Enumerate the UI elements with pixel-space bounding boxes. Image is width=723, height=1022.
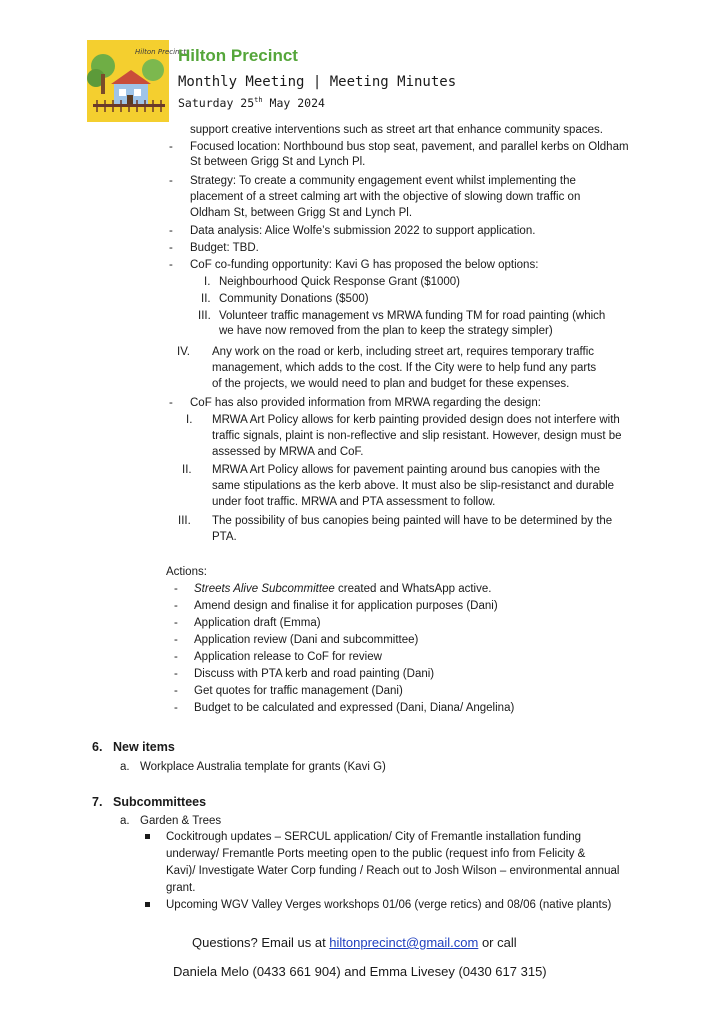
roman-numeral: II.: [201, 293, 211, 305]
action-item: Application draft (Emma): [194, 617, 321, 629]
bullet-item-continued: Kavi)/ Investigate Water Corp funding / Reach out to Josh Wilson – environmental annual: [166, 865, 620, 877]
mrwa-item-continued: traffic signals, plaint is non-reflective and slip resistant. However, design must be: [212, 430, 622, 442]
list-item: Strategy: To create a community engagement event whilst implementing the: [190, 175, 576, 187]
mrwa-item: MRWA Art Policy allows for pavement painting around bus canopies with the: [212, 464, 601, 476]
meeting-date: Saturday 25th May 2024: [178, 96, 325, 110]
list-item-continued: St between Grigg St and Lynch Pl.: [190, 156, 366, 168]
action-item: Application release to CoF for review: [194, 651, 382, 663]
roman-numeral: I.: [186, 414, 193, 426]
sub-letter: a.: [120, 815, 130, 827]
footer-contact-line: Questions? Email us at hiltonprecinct@gmail.com or call: [192, 935, 517, 950]
option-item-continued: of the projects, we would need to plan and budget for these expenses.: [212, 378, 570, 390]
hilton-precinct-logo: [87, 40, 187, 122]
bullet-item-continued: underway/ Fremantle Ports meeting open to the public (request info from Felicity &: [166, 848, 586, 860]
dash-bullet: -: [169, 259, 173, 271]
roman-numeral: III.: [198, 310, 211, 322]
list-item: Data analysis: Alice Wolfe’s submission 2022 to support application.: [190, 225, 536, 237]
bullet-item: Upcoming WGV Valley Verges workshops 01/06 (verge retics) and 08/06 (native plants): [166, 899, 612, 911]
action-item: Streets Alive Subcommittee created and WhatsApp active.: [194, 583, 492, 595]
list-item: CoF co-funding opportunity: Kavi G has proposed the below options:: [190, 259, 539, 271]
option-item: Neighbourhood Quick Response Grant ($1000): [219, 276, 461, 288]
actions-heading: Actions:: [166, 566, 207, 578]
dash-bullet: -: [174, 668, 178, 680]
header-subtitle: Monthly Meeting | Meeting Minutes: [178, 74, 457, 90]
sub-item: Garden & Trees: [140, 815, 222, 827]
square-bullet-icon: [145, 834, 150, 839]
dash-bullet: -: [174, 583, 178, 595]
action-item: Budget to be calculated and expressed (Dani, Diana/ Angelina): [194, 702, 515, 714]
mrwa-item-continued: PTA.: [212, 531, 237, 543]
dash-bullet: -: [174, 600, 178, 612]
action-item: Discuss with PTA kerb and road painting (Dani): [194, 668, 435, 680]
list-item: Budget: TBD.: [190, 242, 259, 254]
roman-numeral: IV.: [177, 346, 191, 358]
list-item: Focused location: Northbound bus stop seat, pavement, and parallel kerbs on Oldham: [190, 141, 629, 153]
roman-numeral: I.: [204, 276, 211, 288]
roman-numeral: III.: [178, 515, 191, 527]
svg-text:Hilton Precinct: Hilton Precinct: [135, 48, 187, 56]
continued-text: support creative interventions such as street art that enhance community spaces.: [190, 124, 603, 136]
option-item-continued: we have now removed from the plan to keep the strategy simpler): [219, 325, 553, 337]
dash-bullet: -: [169, 225, 173, 237]
mrwa-item: MRWA Art Policy allows for kerb painting provided design does not interfere with: [212, 414, 620, 426]
dash-bullet: -: [174, 702, 178, 714]
section-title-subcommittees: Subcommittees: [113, 795, 207, 809]
option-item: Community Donations ($500): [219, 293, 369, 305]
bullet-item: Cockitrough updates – SERCUL application/ City of Fremantle installation funding: [166, 831, 582, 843]
sub-letter: a.: [120, 761, 130, 773]
section-number: 6.: [92, 740, 103, 754]
roman-numeral: II.: [182, 464, 192, 476]
action-item: Get quotes for traffic management (Dani): [194, 685, 403, 697]
mrwa-item-continued: under foot traffic. MRWA and PTA assessment to follow.: [212, 496, 496, 508]
dash-bullet: -: [169, 175, 173, 187]
sub-item: Workplace Australia template for grants (Kavi G): [140, 761, 386, 773]
action-item: Application review (Dani and subcommittee): [194, 634, 419, 646]
mrwa-item-continued: assessed by MRWA and CoF.: [212, 446, 364, 458]
mrwa-item: The possibility of bus canopies being painted will have to be determined by the: [212, 515, 613, 527]
list-item-continued: placement of a street calming art with the objective of slowing down traffic on: [190, 191, 581, 203]
section-number: 7.: [92, 795, 103, 809]
action-item: Amend design and finalise it for application purposes (Dani): [194, 600, 498, 612]
dash-bullet: -: [169, 141, 173, 153]
section-title-new-items: New items: [113, 740, 175, 754]
email-link[interactable]: hiltonprecinct@gmail.com: [329, 935, 479, 950]
dash-bullet: -: [169, 242, 173, 254]
bullet-item-continued: grant.: [166, 882, 196, 894]
square-bullet-icon: [145, 902, 150, 907]
dash-bullet: -: [174, 651, 178, 663]
dash-bullet: -: [174, 634, 178, 646]
mrwa-item-continued: same stipulations as the kerb above. It must also be slip-resistanct and durable: [212, 480, 615, 492]
list-item-continued: Oldham St, between Grigg St and Lynch Pl.: [190, 207, 413, 219]
dash-bullet: -: [174, 617, 178, 629]
logo-illustration-icon: [87, 40, 187, 122]
list-item: CoF has also provided information from MRWA regarding the design:: [190, 397, 541, 409]
header-title: Hilton Precinct: [178, 46, 298, 65]
option-item-continued: management, which adds to the cost. If the City were to help fund any parts: [212, 362, 597, 374]
dash-bullet: -: [169, 397, 173, 409]
dash-bullet: -: [174, 685, 178, 697]
footer-phone-line: Daniela Melo (0433 661 904) and Emma Livesey (0430 617 315): [173, 964, 547, 979]
option-item: Any work on the road or kerb, including street art, requires temporary traffic: [212, 346, 595, 358]
option-item: Volunteer traffic management vs MRWA funding TM for road painting (which: [219, 310, 606, 322]
